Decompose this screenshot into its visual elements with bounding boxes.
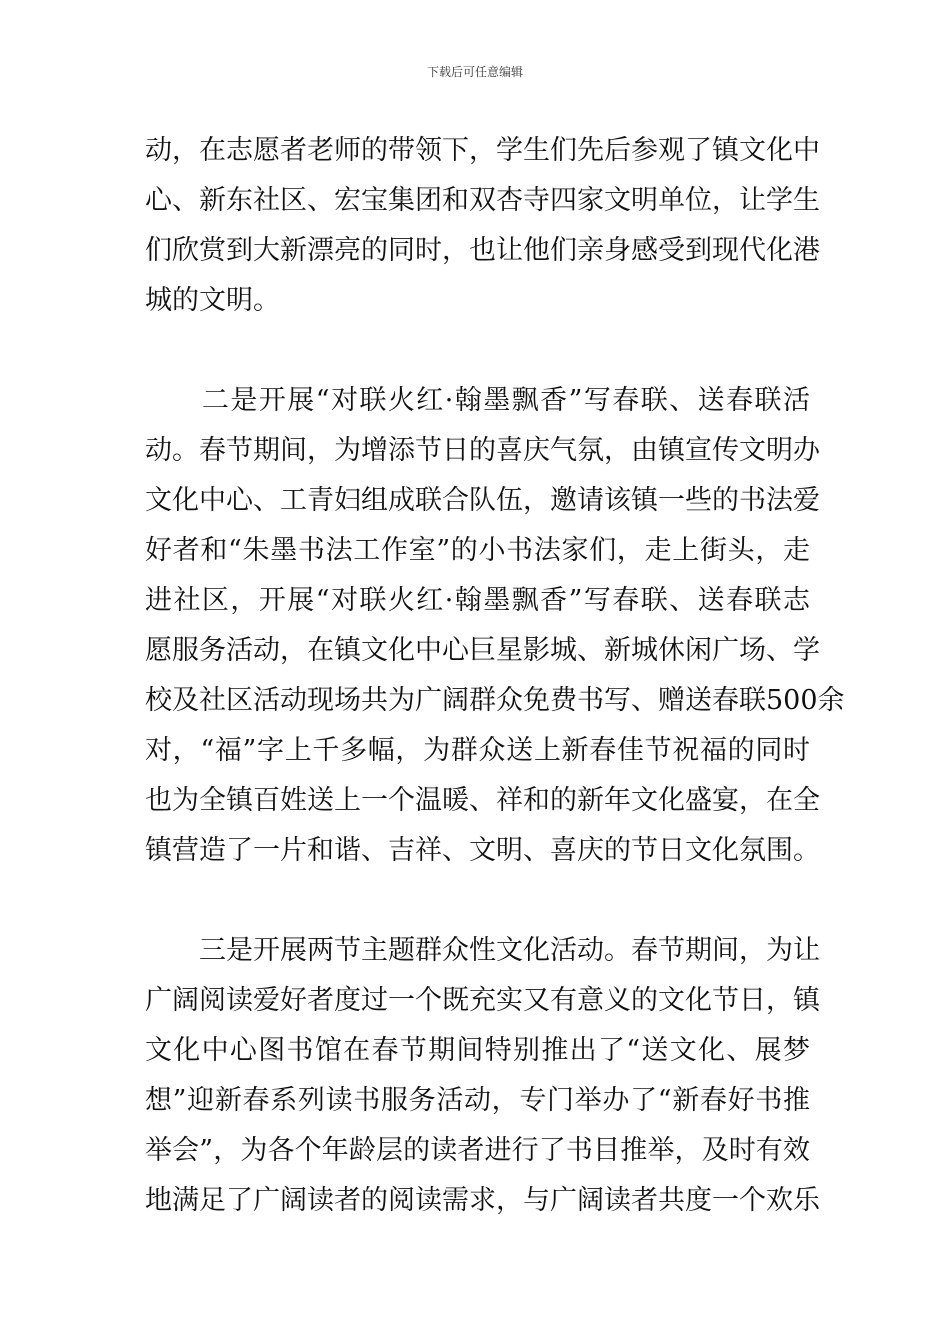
text-line: 文化中心图书馆在春节期间特别推出了“送文化、展梦 bbox=[145, 1035, 810, 1066]
text-line: 动。春节期间，为增添节日的喜庆气氛，由镇宣传文明办 bbox=[145, 435, 820, 466]
text-line: 动，在志愿者老师的带领下，学生们先后参观了镇文化中 bbox=[145, 135, 820, 166]
text-line: 镇营造了一片和谐、吉祥、文明、喜庆的节日文化氛围。 bbox=[145, 835, 820, 866]
paragraph-1 bbox=[145, 126, 820, 326]
text-line: 进社区，开展“对联火红·翰墨飘香”写春联、送春联志 bbox=[145, 585, 810, 616]
paragraph-gap bbox=[145, 326, 810, 376]
document-body bbox=[145, 126, 845, 1226]
text-line: 校及社区活动现场共为广阔群众免费书写、赠送春联500余 bbox=[145, 685, 845, 716]
text-line: 心、新东社区、宏宝集团和双杏寺四家文明单位，让学生 bbox=[145, 185, 820, 216]
paragraph-2 bbox=[145, 376, 845, 876]
text-line: 广阔阅读爱好者度过一个既充实又有意义的文化节日，镇 bbox=[145, 985, 820, 1016]
text-line: 二是开展“对联火红·翰墨飘香”写春联、送春联活 bbox=[145, 385, 810, 416]
text-line: 也为全镇百姓送上一个温暖、祥和的新年文化盛宴，在全 bbox=[145, 785, 820, 816]
text-line: 愿服务活动，在镇文化中心巨星影城、新城休闲广场、学 bbox=[145, 635, 820, 666]
text-line: 地满足了广阔读者的阅读需求，与广阔读者共度一个欢乐 bbox=[145, 1185, 820, 1216]
text-line: 对，“福”字上千多幅，为群众送上新春佳节祝福的同时 bbox=[145, 735, 810, 766]
text-line: 想”迎新春系列读书服务活动，专门举办了“新春好书推 bbox=[145, 1085, 810, 1116]
text-line: 城的文明。 bbox=[145, 285, 280, 316]
paragraph-3 bbox=[145, 926, 820, 1226]
text-line: 举会”，为各个年龄层的读者进行了书目推举，及时有效 bbox=[145, 1135, 810, 1166]
text-line: 们欣赏到大新漂亮的同时，也让他们亲身感受到现代化港 bbox=[145, 235, 820, 266]
page-header: 下载后可任意编辑 bbox=[426, 65, 523, 79]
text-line: 三是开展两节主题群众性文化活动。春节期间，为让 bbox=[145, 935, 820, 966]
text-line: 文化中心、工青妇组成联合队伍，邀请该镇一些的书法爱 bbox=[145, 485, 820, 516]
paragraph-gap bbox=[145, 876, 810, 926]
text-line: 好者和“朱墨书法工作室”的小书法家们，走上街头，走 bbox=[145, 535, 810, 566]
